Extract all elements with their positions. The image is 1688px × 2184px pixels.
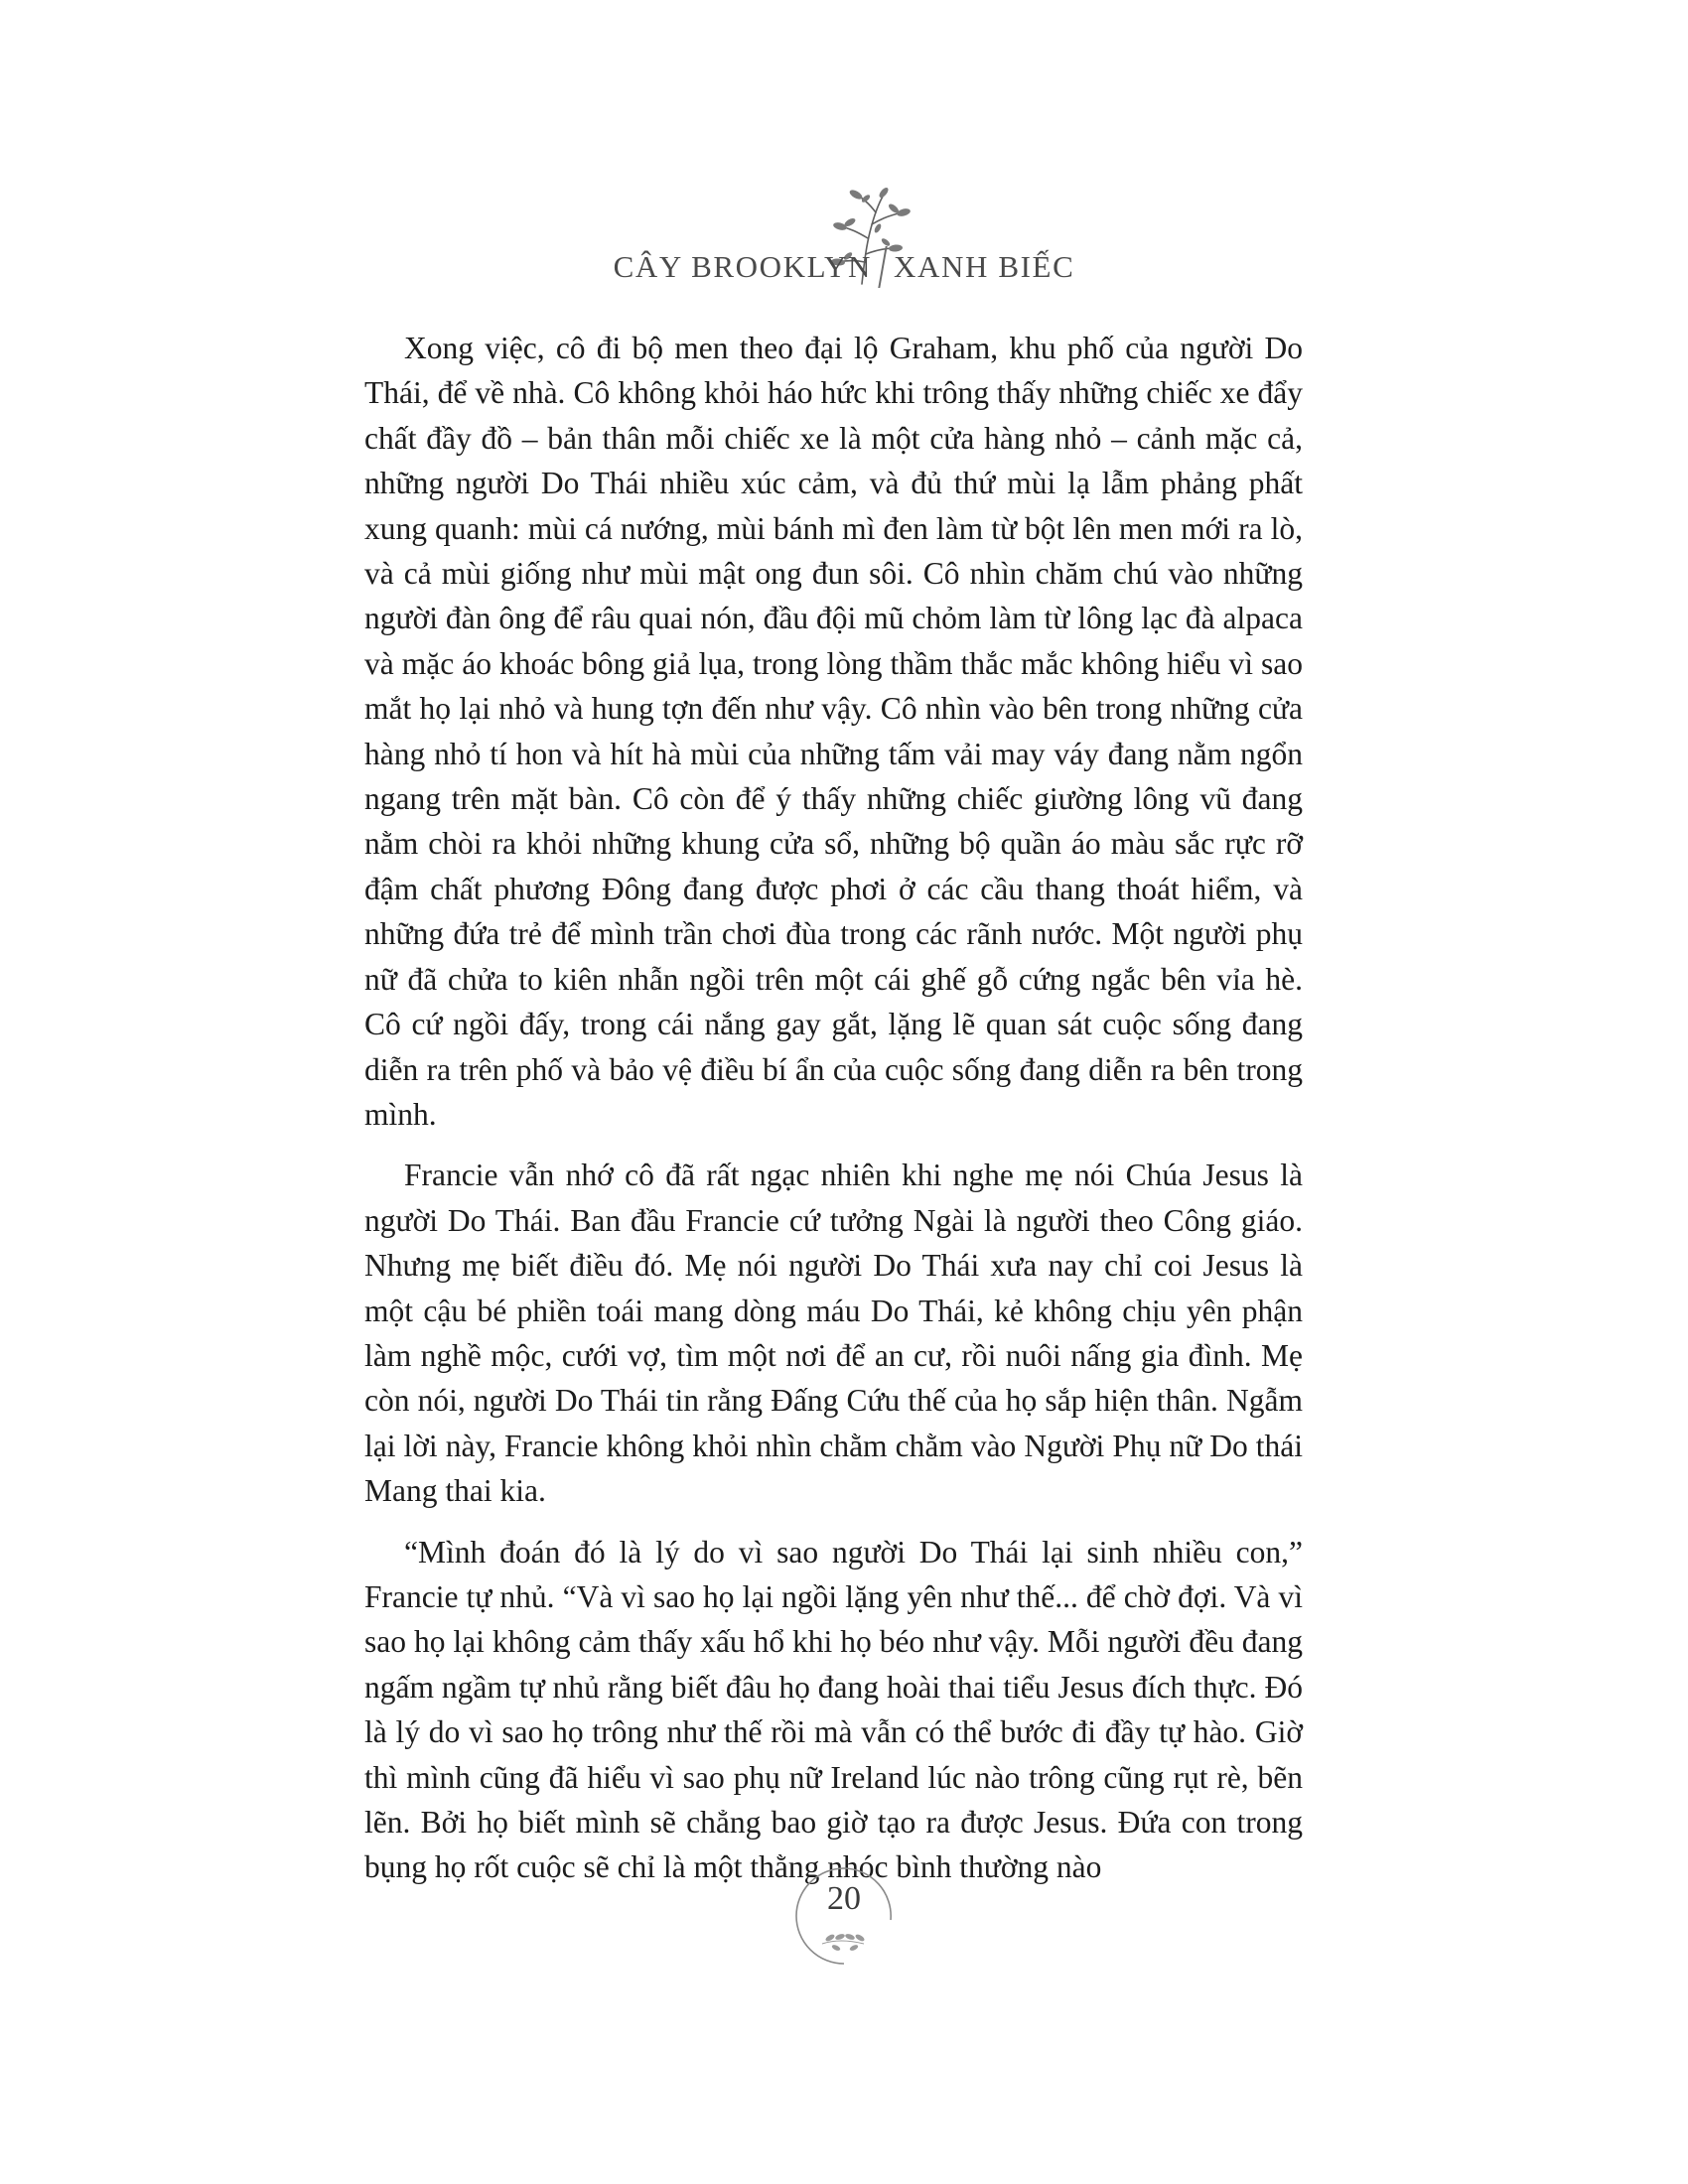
paragraph-2: Francie vẫn nhớ cô đã rất ngạc nhiên khi nghe mẹ nói Chúa Jesus là người Do Thái. Ban đầu Francie cứ tưởng Ngài là người theo Công giáo. Nhưng mẹ biết điều đó. Mẹ nói người Do Thái xưa nay chỉ coi Jesus là một cậu bé phiền toái mang dòng máu Do Thái, kẻ không chịu yên phận làm nghề mộc, cưới vợ, tìm một nơi để an cư, rồi nuôi nấng gia đình. Mẹ còn nói, người Do Thái tin rằng Đấng Cứu thế của họ sắp hiện thân. Ngẫm lại lời này, Francie không khỏi nhìn chằm chằm vào Người Phụ nữ Do thái Mang thai kia. bbox=[364, 1158, 1303, 1509]
page-number: 20 bbox=[827, 1880, 861, 1917]
body-text bbox=[364, 326, 1303, 1906]
leaf-sprig-icon bbox=[822, 1934, 865, 1952]
page-number-badge bbox=[792, 1864, 896, 1968]
running-header bbox=[0, 177, 1688, 296]
paragraph-1: Xong việc, cô đi bộ men theo đại lộ Graham, khu phố của người Do Thái, để về nhà. Cô không khỏi háo hức khi trông thấy những chiếc xe đẩy chất đầy đồ – bản thân mỗi chiếc xe là một cửa hàng nhỏ – cảnh mặc cả, những người Do Thái nhiều xúc cảm, và đủ thứ mùi lạ lẫm phảng phất xung quanh: mùi cá nướng, mùi bánh mì đen làm từ bột lên men mới ra lò, và cả mùi giống như mùi mật ong đun sôi. Cô nhìn chăm chú vào những người đàn ông để râu quai nón, đầu đội mũ chỏm làm từ lông lạc đà alpaca và mặc áo khoác bông giả lụa, trong lòng thầm thắc mắc không hiểu vì sao mắt họ lại nhỏ và hung tợn đến như vậy. Cô nhìn vào bên trong những cửa hàng nhỏ tí hon và hít hà mùi của những tấm vải may váy đang nằm ngổn ngang trên mặt bàn. Cô còn để ý thấy những chiếc giường lông vũ đang nằm chòi ra khỏi những khung cửa sổ, những bộ quần áo màu sắc rực rỡ đậm chất phương Đông đang được phơi ở các cầu thang thoát hiểm, và những đứa trẻ để mình trần chơi đùa trong các rãnh nước. Một người phụ nữ đã chửa to kiên nhẫn ngồi trên một cái ghế gỗ cứng ngắc bên vỉa hè. Cô cứ ngồi đấy, trong cái nắng gay gắt, lặng lẽ quan sát cuộc sống đang diễn ra trên phố và bảo vệ điều bí ẩn của cuộc sống đang diễn ra bên trong mình. bbox=[364, 331, 1303, 1132]
book-title-right: XANH BIẾC bbox=[894, 249, 1075, 284]
book-title-left: CÂY BROOKLYN bbox=[613, 249, 873, 284]
paragraph-3: “Mình đoán đó là lý do vì sao người Do Thái lại sinh nhiều con,” Francie tự nhủ. “Và vì sao họ lại ngồi lặng yên như thế... để chờ đợi. Và vì sao họ lại không cảm thấy xấu hổ khi họ béo như vậy. Mỗi người đều đang ngấm ngầm tự nhủ rằng biết đâu họ đang hoài thai tiểu Jesus đích thực. Đó là lý do vì sao họ trông như thế rồi mà vẫn có thể bước đi đầy tự hào. Giờ thì mình cũng đã hiểu vì sao phụ nữ Ireland lúc nào trông cũng rụt rè, bẽn lẽn. Bởi họ biết mình sẽ chẳng bao giờ tạo ra được Jesus. Đứa con trong bụng họ rốt cuộc sẽ chỉ là một thằng nhóc bình thường nào bbox=[364, 1534, 1303, 1885]
book-title bbox=[0, 246, 1688, 288]
